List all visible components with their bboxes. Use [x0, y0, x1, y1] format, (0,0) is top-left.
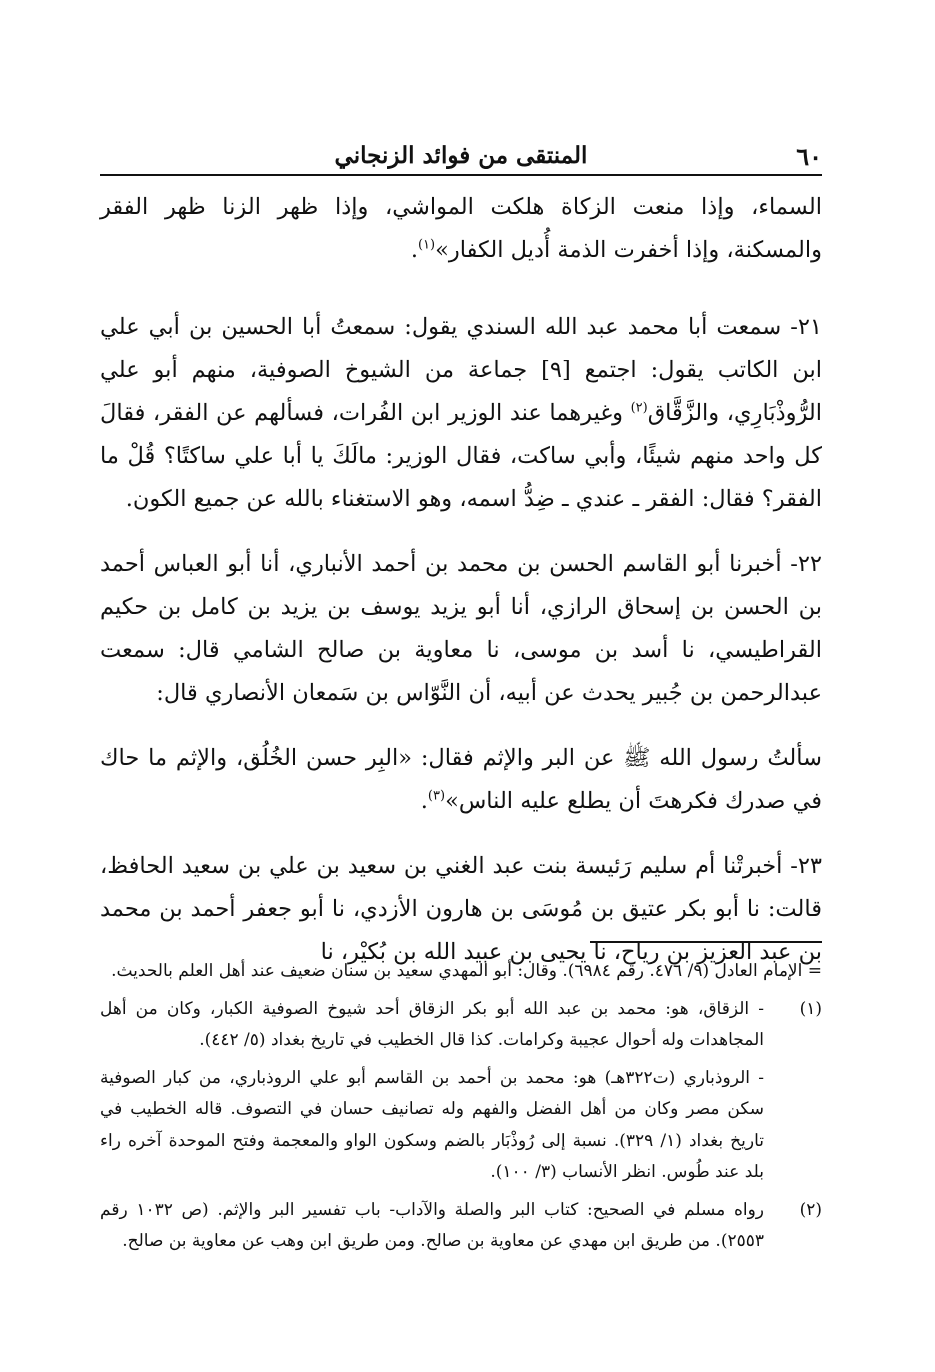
running-title: المنتقى من فوائد الزنجاني [334, 142, 588, 169]
footnote-text: - الزقاق، هو: محمد بن عبد الله أبو بكر الزقاق أحد شيوخ الصوفية الكبار، وكان من أهل المجاهدات وله أحوال عجيبة وكرامات. كذا قال الخطيب في تاريخ بغداد (٥/ ٤٤٢). [100, 998, 764, 1050]
footnote-continuation: = الإمام العادل (٩/ ٤٧٦. رقم ٦٩٨٤). وقال: أبو المهدي سعيد بن سنان ضعيف عند أهل العلم بالحديث. [111, 961, 822, 981]
page-number: ٦٠ [796, 142, 822, 171]
page-header [100, 138, 822, 176]
footnote-text: - الروذباري (ت٣٢٢هـ) هو: محمد بن أحمد بن القاسم أبو علي الروذباري، من كبار الصوفية سكن مصر وكان من أهل الفضل والفهم وله تصانيف حسان في التصوف. قاله الخطيب في تاريخ بغداد (١/ ٣٢٩). نسبة إلى رُوذْبَار بالضم وسكون الواو والمعجمة وفتح الموحدة آخره راء بلد عند طُوس. انظر الأنساب (٣/ ١٠٠). [100, 1067, 764, 1182]
footnote-ref: (٢) [630, 400, 648, 416]
paragraph-hadith: سألتُ رسول الله ﷺ عن البر والإثم فقال: «البِر حسن الخُلُق، والإثم ما حاك في صدرك فكرهتَ أن يطلع عليه الناس»$^{(٣)}$. [100, 745, 822, 814]
paragraph-23: ٢٣- أخبرتْنا أم سليم رَئيسة بنت عبد الغني بن سعيد بن علي بن سعيد الحافظ، قالت: نا أبو بكر عتيق بن مُوسَى بن هارون الأزدي، نا أبو جعفر أحمد بن محمد بن عبد العزيز بن رياح، نا يحيى بن عبيد الله بن بُكيْر، نا [100, 853, 822, 965]
paragraph-21: ٢١- سمعت أبا محمد عبد الله السندي يقول: سمعتُ أبا الحسين بن أبي علي ابن الكاتب يقول: اجتمع [٩] جماعة من الشيوخ الصوفية، منهم أبو علي الرُّوذْبَارِي، والزَّقَّاق$^{(٢)}$ وغيرهما عند الوزير ابن الفُرات، فسألهم عن الفقر، فقالَ كل واحد منهم شيئًا، وأبي ساكت، فقال الوزير: مالَكَ يا أبا علي ساكتًا؟ قُلْ ما الفقر؟ فقال: الفقر ـ عندي ـ ضِدُّ اسمه، وهو الاستغناء بالله عن جميع الكون. [100, 314, 823, 512]
footnote-marker: (٢) [799, 1199, 822, 1220]
footnote-ref: (٣) [427, 788, 446, 804]
footnotes [100, 956, 822, 1264]
footnote-text: رواه مسلم في الصحيح: كتاب البر والصلة والآداب- باب تفسير البر والإثم. (ص ١٠٣٢ رقم ٢٥٥٣). من طريق ابن مهدي عن معاوية بن صالح. ومن طريق ابن وهب عن معاوية بن صالح. [100, 1199, 764, 1251]
footnote-1 [100, 994, 822, 1057]
paragraph-22: ٢٢- أخبرنا أبو القاسم الحسن بن محمد بن أحمد الأنباري، أنا أبو العباس أحمد بن الحسن بن إسحاق الرازي، أنا أبو يزيد يوسف بن يزيد بن كامل بن حكيم القراطيسي، نا أسد بن موسى، نا معاوية بن صالح الشامي قال: سمعت عبدالرحمن بن جُبير يحدث عن أبيه، أن النَّوّاس بن سَمعان الأنصاري قال: [100, 551, 822, 706]
footnote-2 [100, 1195, 822, 1258]
footnote-1b [100, 1063, 822, 1189]
main-text [100, 186, 822, 974]
footnote-divider [590, 941, 822, 943]
footnote-ref: (١) [417, 237, 436, 253]
footnote-marker: (١) [799, 998, 822, 1019]
paragraph-continuation: السماء، وإذا منعت الزكاة هلكت المواشي، وإذا ظهر الزنا ظهر الفقر والمسكنة، وإذا أخفرت الذمة أُديل الكفار»$^{(١)}$. [100, 194, 822, 263]
